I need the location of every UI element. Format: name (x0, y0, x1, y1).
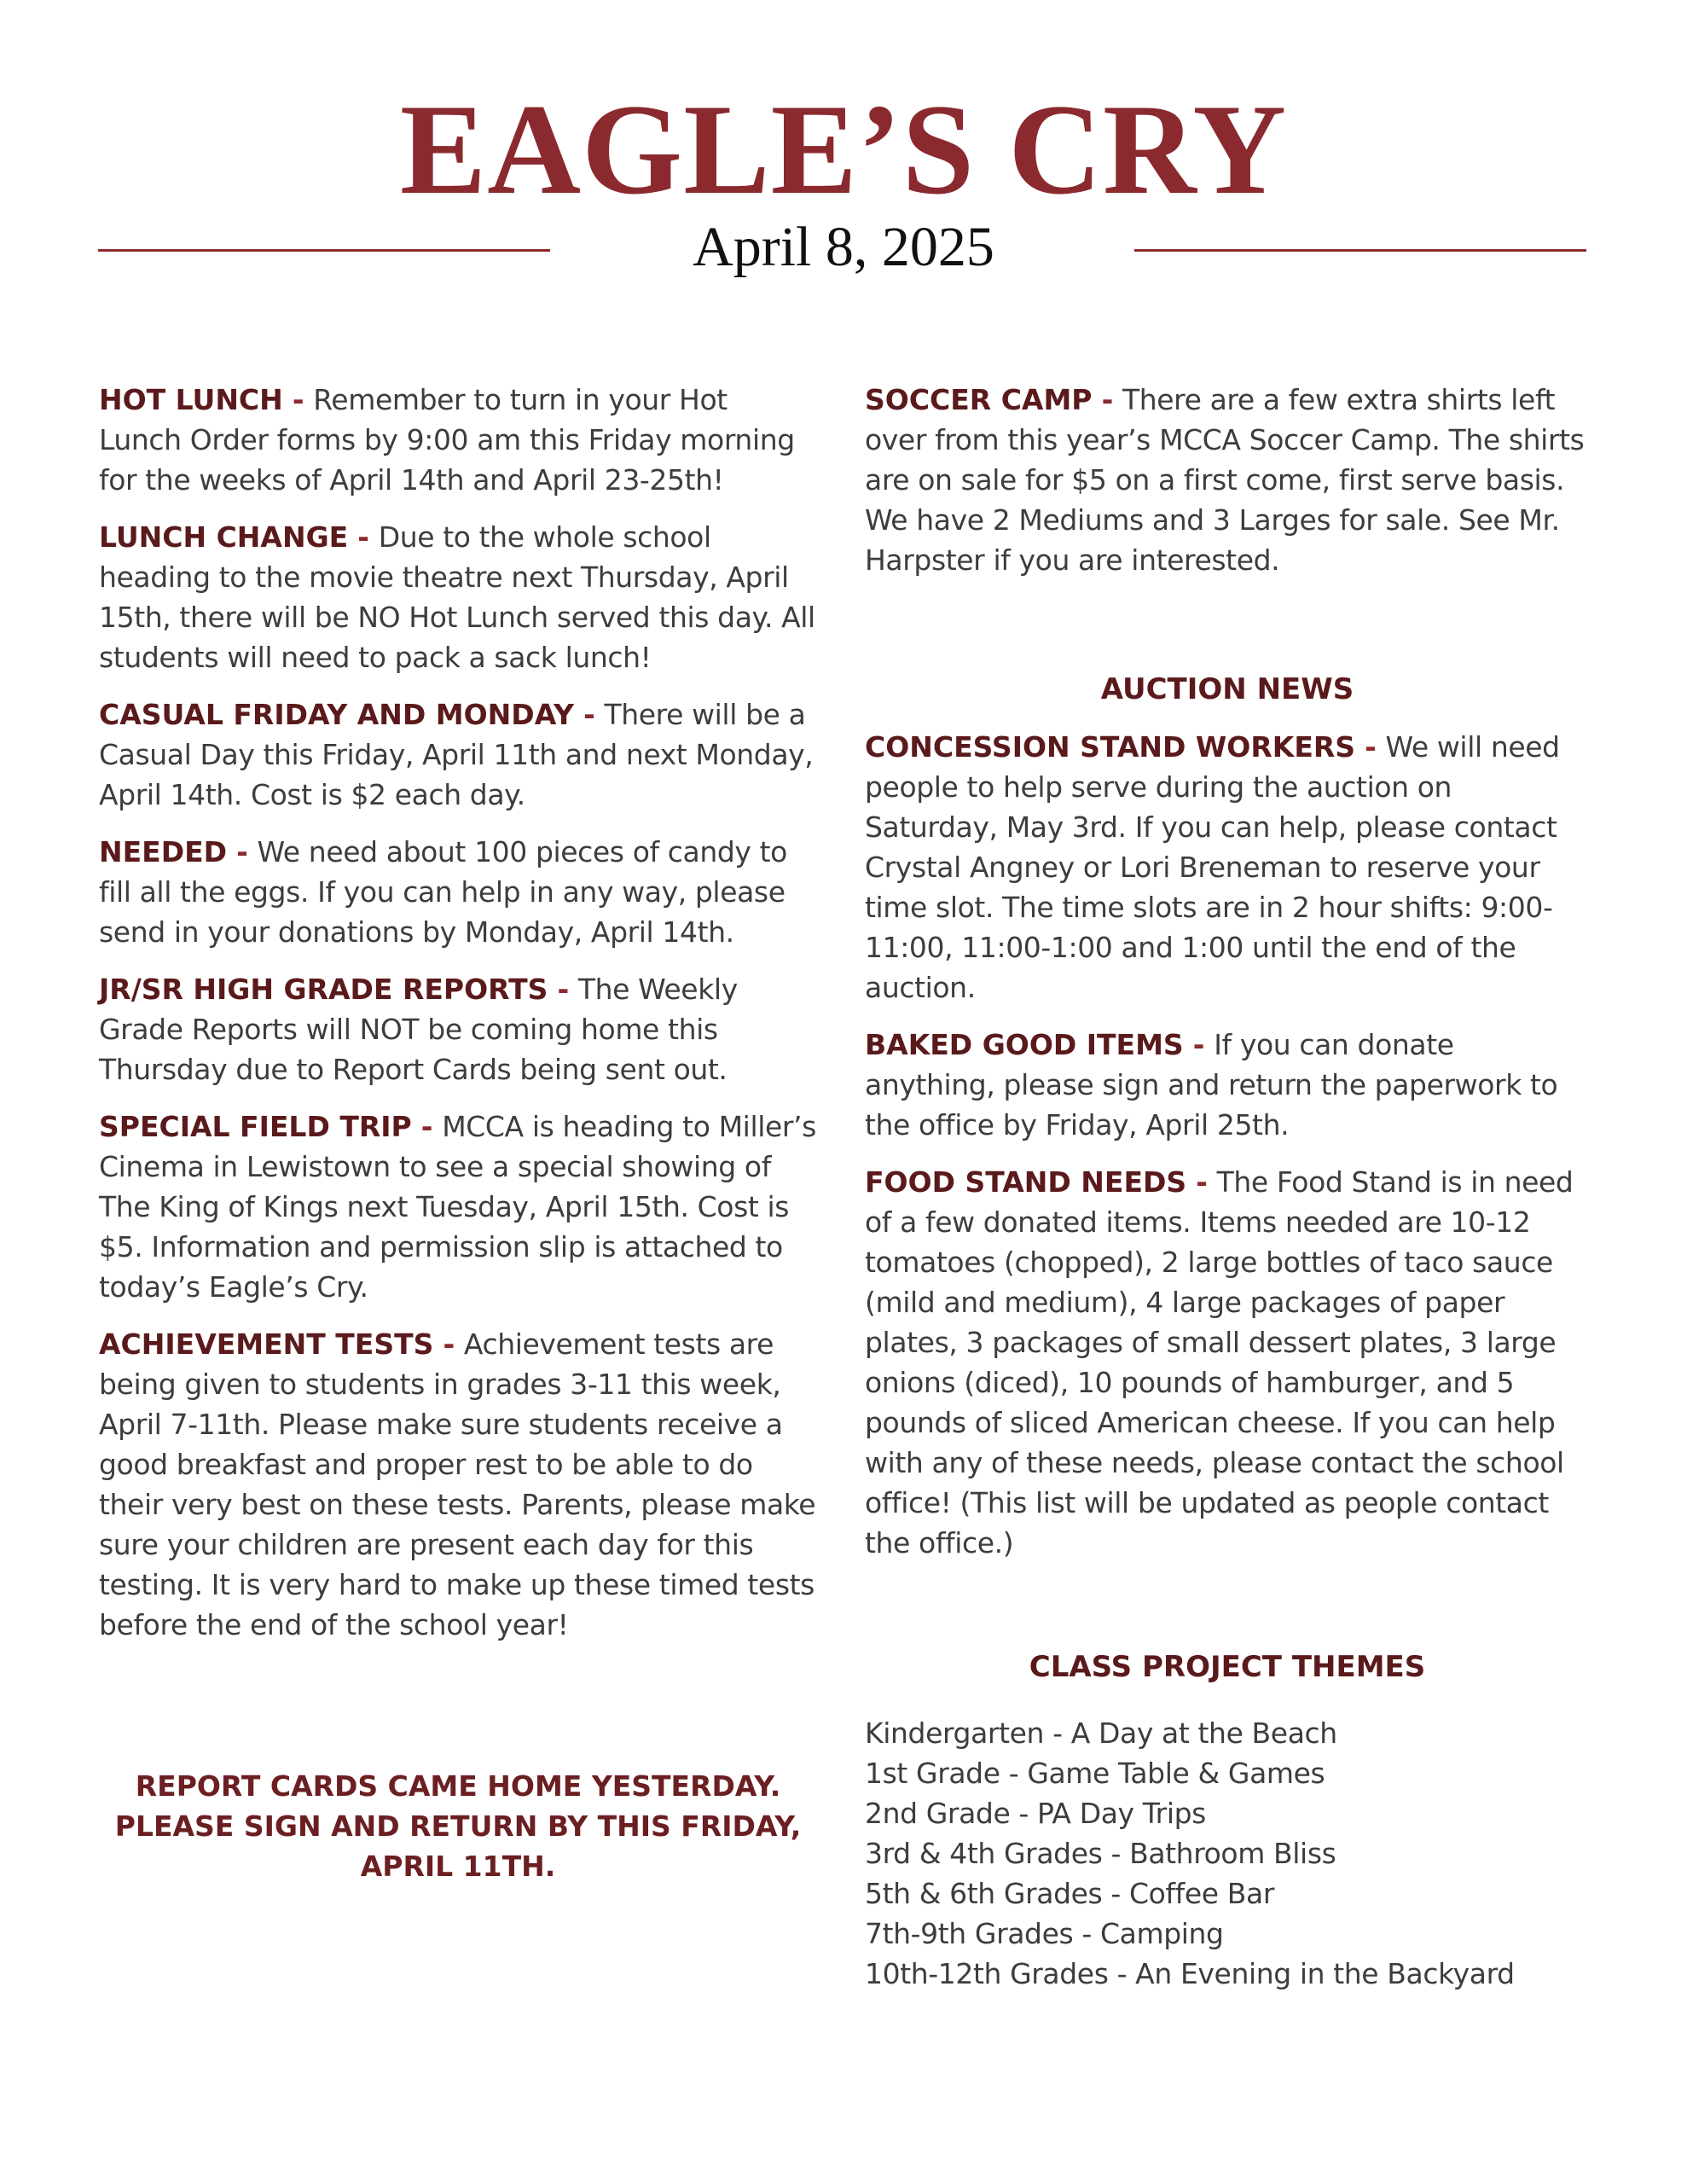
masthead (0, 78, 1687, 221)
announcement-body: Remember to turn in your Hot Lunch Order forms by 9:00 am this Friday morning for the weeks of April 14th and April 23-25th! (99, 383, 795, 497)
announcement-heading: NEEDED (99, 835, 228, 868)
divider-right (1134, 249, 1586, 252)
auction-news-heading: AUCTION NEWS (1100, 672, 1354, 706)
announcement-heading: LUNCH CHANGE (99, 520, 349, 554)
announcement-field-trip: SPECIAL FIELD TRIP - MCCA is heading to Miller’s Cinema in Lewistown to see a special showing of The King of Kings next Tuesday, April 15th. Cost is $5. Information and permission slip is attached to today’s Eagle’s Cry. (99, 1110, 816, 1304)
list-item: 10th-12th Grades - An Evening in the Backyard (865, 1957, 1515, 1990)
spacer (865, 710, 1590, 727)
announcement-casual-friday: CASUAL FRIDAY AND MONDAY - There will be a Casual Day this Friday, April 11th and next Monday, April 14th. Cost is $2 each day. (99, 698, 814, 811)
dateline (0, 213, 1687, 282)
left-column (99, 380, 817, 1662)
announcement-lunch-change: LUNCH CHANGE - Due to the whole school heading to the movie theatre next Thursday, April 15th, there will be NO Hot Lunch served this day. All students will need to pack a sack lunch! (99, 520, 815, 674)
announcement-hot-lunch: HOT LUNCH - Remember to turn in your Hot Lunch Order forms by 9:00 am this Friday morning for the weeks of April 14th and April 23-25th! (99, 383, 795, 497)
announcement-heading: SOCCER CAMP (865, 383, 1093, 416)
announcement-baked-goods: BAKED GOOD ITEMS - If you can donate anything, please sign and return the paperwork to the office by Friday, April 25th. (865, 1028, 1558, 1141)
announcement-body: MCCA is heading to Miller’s Cinema in Lewistown to see a special showing of The King of Kings next Tuesday, April 15th. Cost is $5. Information and permission slip is attached to today’s Eagle’s Cry. (99, 1110, 816, 1304)
class-project-list (865, 1713, 1590, 1994)
list-item: 3rd & 4th Grades - Bathroom Bliss (865, 1837, 1336, 1870)
list-item: 7th-9th Grades - Camping (865, 1917, 1224, 1950)
announcement-body: We will need people to help serve during the auction on Saturday, May 3rd. If you can help, please contact Crystal Angney or Lori Breneman to reserve your time slot. The time slots are in 2 hour shifts: 9:00-11:00, 11:00-1:00 and 1:00 until the end of the auction. (865, 730, 1560, 1004)
announcement-body: The Food Stand is in need of a few donated items. Items needed are 10-12 tomatoes (chopped), 2 large bottles of taco sauce (mild and medium), 4 large packages of paper plates, 3 packages of small dessert plates, 3 large onions (diced), 10 pounds of hamburger, and 5 pounds of sliced American cheese. If you can help with any of these needs, please contact the school office! (This list will be updated as people contact the office.) (865, 1165, 1574, 1560)
list-item: Kindergarten - A Day at the Beach (865, 1716, 1337, 1750)
announcement-body: The Weekly Grade Reports will NOT be coming home this Thursday due to Report Cards being sent out. (99, 973, 738, 1086)
announcement-body: There will be a Casual Day this Friday, April 11th and next Monday, April 14th. Cost is $2 each day. (99, 698, 814, 811)
list-item: 2nd Grade - PA Day Trips (865, 1797, 1206, 1830)
announcement-body: Achievement tests are being given to students in grades 3-11 this week, April 7-11th. Please make sure students receive a good breakfast and proper rest to be able to do their very best on these tests. Parents, please make sure your children are present each day for this testing. It is very hard to make up these timed tests before the end of the school year! (99, 1327, 816, 1641)
announcement-heading: CASUAL FRIDAY AND MONDAY (99, 698, 574, 731)
announcement-heading: CONCESSION STAND WORKERS (865, 730, 1356, 764)
announcement-heading: SPECIAL FIELD TRIP (99, 1110, 412, 1143)
announcement-food-stand: FOOD STAND NEEDS - The Food Stand is in need of a few donated items. Items needed are 10-12 tomatoes (chopped), 2 large bottles of taco sauce (mild and medium), 4 large packages of paper plates, 3 packages of small dessert plates, 3 large onions (diced), 10 pounds of hamburger, and 5 pounds of sliced American cheese. If you can help with any of these needs, please contact the school office! (This list will be updated as people contact the office.) (865, 1165, 1574, 1560)
spacer (865, 1687, 1590, 1713)
announcement-body: We need about 100 pieces of candy to fill all the eggs. If you can help in any way, please send in your donations by Monday, April 14th. (99, 835, 787, 949)
issue-date: April 8, 2025 (693, 216, 994, 278)
announcement-soccer-camp: SOCCER CAMP - There are a few extra shirts left over from this year’s MCCA Soccer Camp. The shirts are on sale for $5 on a first come, first serve basis. We have 2 Mediums and 3 Larges for sale. See Mr. Harpster if you are interested. (865, 383, 1585, 577)
announcement-concession-workers: CONCESSION STAND WORKERS - We will need people to help serve during the auction on Saturday, May 3rd. If you can help, please contact Crystal Angney or Lori Breneman to reserve your time slot. The time slots are in 2 hour shifts: 9:00-11:00, 11:00-1:00 and 1:00 until the end of the auction. (865, 730, 1560, 1004)
announcement-body: Due to the whole school heading to the movie theatre next Thursday, April 15th, there will be NO Hot Lunch served this day. All students will need to pack a sack lunch! (99, 520, 815, 674)
report-card-notice: REPORT CARDS CAME HOME YESTERDAY. PLEASE SIGN AND RETURN BY THIS FRIDAY, APRIL 11TH. (114, 1769, 802, 1883)
announcement-heading: JR/SR HIGH GRADE REPORTS (99, 973, 548, 1006)
announcement-heading: ACHIEVEMENT TESTS (99, 1327, 434, 1361)
newsletter-title: EAGLE’S CRY (399, 78, 1288, 221)
announcement-body: If you can donate anything, please sign and return the paperwork to the office by Friday, April 25th. (865, 1028, 1558, 1141)
spacer (865, 597, 1590, 669)
list-item: 1st Grade - Game Table & Games (865, 1757, 1325, 1790)
announcement-body: There are a few extra shirts left over from this year’s MCCA Soccer Camp. The shirts are on sale for $5 on a first come, first serve basis. We have 2 Mediums and 3 Larges for sale. See Mr. Harpster if you are interested. (865, 383, 1585, 577)
announcement-heading: FOOD STAND NEEDS (865, 1165, 1187, 1199)
announcement-heading: HOT LUNCH (99, 383, 283, 416)
class-project-heading: CLASS PROJECT THEMES (1029, 1650, 1426, 1684)
announcement-heading: BAKED GOOD ITEMS (865, 1028, 1184, 1061)
right-column (865, 380, 1590, 1994)
announcement-grade-reports: JR/SR HIGH GRADE REPORTS - The Weekly Grade Reports will NOT be coming home this Thursday due to Report Cards being sent out. (99, 973, 738, 1086)
spacer (865, 1580, 1590, 1647)
announcement-achievement-tests: ACHIEVEMENT TESTS - Achievement tests are being given to students in grades 3-11 this week, April 7-11th. Please make sure students receive a good breakfast and proper rest to be able to do their very best on these tests. Parents, please make sure your children are present each day for this testing. It is very hard to make up these timed tests before the end of the school year! (99, 1327, 816, 1641)
announcement-needed: NEEDED - We need about 100 pieces of candy to fill all the eggs. If you can help in any way, please send in your donations by Monday, April 14th. (99, 835, 787, 949)
list-item: 5th & 6th Grades - Coffee Bar (865, 1877, 1274, 1910)
